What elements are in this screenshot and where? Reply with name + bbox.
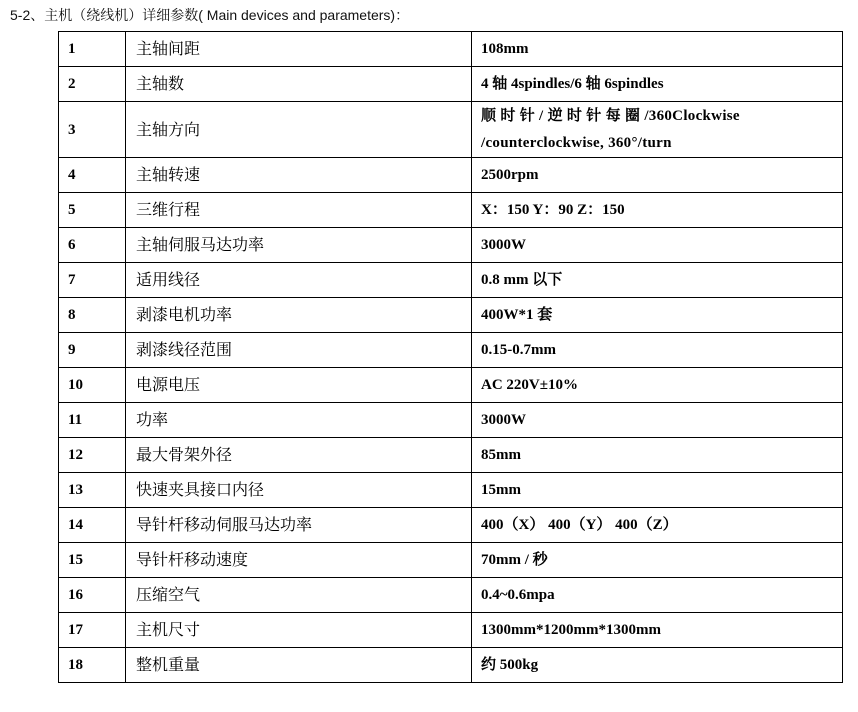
table-row (59, 648, 843, 683)
parameter-name: 主轴转速 (126, 158, 472, 193)
parameter-name: 功率 (126, 403, 472, 438)
parameter-value: 0.15-0.7mm (472, 333, 843, 368)
row-number: 8 (59, 298, 126, 333)
parameter-value: 85mm (472, 438, 843, 473)
table-row (59, 508, 843, 543)
row-number: 15 (59, 543, 126, 578)
row-number: 9 (59, 333, 126, 368)
parameter-value: 1300mm*1200mm*1300mm (472, 613, 843, 648)
row-number: 5 (59, 193, 126, 228)
table-row (59, 193, 843, 228)
parameter-value: 108mm (472, 32, 843, 67)
row-number: 18 (59, 648, 126, 683)
section-heading: 5-2、主机（绕线机）详细参数( Main devices and parameters)： (10, 7, 410, 23)
table-row (59, 263, 843, 298)
parameter-value: 约 500kg (472, 648, 843, 683)
parameter-value: 0.4~0.6mpa (472, 578, 843, 613)
parameter-value: AC 220V±10% (472, 368, 843, 403)
parameter-name: 适用线径 (126, 263, 472, 298)
parameter-value: 0.8 mm 以下 (472, 263, 843, 298)
parameter-name: 快速夹具接口内径 (126, 473, 472, 508)
parameter-value: 400W*1 套 (472, 298, 843, 333)
table-row (59, 368, 843, 403)
parameter-name: 主机尺寸 (126, 613, 472, 648)
parameter-name: 导针杆移动伺服马达功率 (126, 508, 472, 543)
parameter-name: 剥漆电机功率 (126, 298, 472, 333)
table-row (59, 32, 843, 67)
table-row (59, 67, 843, 102)
row-number: 2 (59, 67, 126, 102)
parameter-value: 400（X） 400（Y） 400（Z） (472, 508, 843, 543)
row-number: 1 (59, 32, 126, 67)
parameter-name: 电源电压 (126, 368, 472, 403)
table-row (59, 613, 843, 648)
row-number: 10 (59, 368, 126, 403)
row-number: 14 (59, 508, 126, 543)
table-row (59, 543, 843, 578)
row-number: 3 (59, 102, 126, 158)
table-row (59, 438, 843, 473)
row-number: 12 (59, 438, 126, 473)
parameter-name: 压缩空气 (126, 578, 472, 613)
parameter-value: 15mm (472, 473, 843, 508)
row-number: 11 (59, 403, 126, 438)
row-number: 4 (59, 158, 126, 193)
parameter-value: X：150 Y：90 Z：150 (472, 193, 843, 228)
parameter-name: 主轴间距 (126, 32, 472, 67)
table-row (59, 158, 843, 193)
parameter-name: 最大骨架外径 (126, 438, 472, 473)
row-number: 17 (59, 613, 126, 648)
parameter-name: 主轴方向 (126, 102, 472, 158)
parameter-value: 2500rpm (472, 158, 843, 193)
parameter-name: 剥漆线径范围 (126, 333, 472, 368)
table-row (59, 473, 843, 508)
row-number: 7 (59, 263, 126, 298)
row-number: 16 (59, 578, 126, 613)
table-row (59, 403, 843, 438)
table-row (59, 102, 843, 158)
parameter-value: 70mm / 秒 (472, 543, 843, 578)
parameter-name: 主轴数 (126, 67, 472, 102)
parameter-value: 3000W (472, 228, 843, 263)
parameter-value: 顺 时 针 / 逆 时 针 每 圈 /360Clockwise /counterclockwise, 360°/turn (472, 102, 843, 158)
parameters-table (58, 31, 843, 683)
table-row (59, 333, 843, 368)
table-row (59, 298, 843, 333)
parameter-value: 4 轴 4spindles/6 轴 6spindles (472, 67, 843, 102)
table-row (59, 228, 843, 263)
parameter-name: 整机重量 (126, 648, 472, 683)
row-number: 6 (59, 228, 126, 263)
parameter-name: 导针杆移动速度 (126, 543, 472, 578)
table-row (59, 578, 843, 613)
parameter-value: 3000W (472, 403, 843, 438)
parameter-name: 三维行程 (126, 193, 472, 228)
row-number: 13 (59, 473, 126, 508)
parameter-name: 主轴伺服马达功率 (126, 228, 472, 263)
